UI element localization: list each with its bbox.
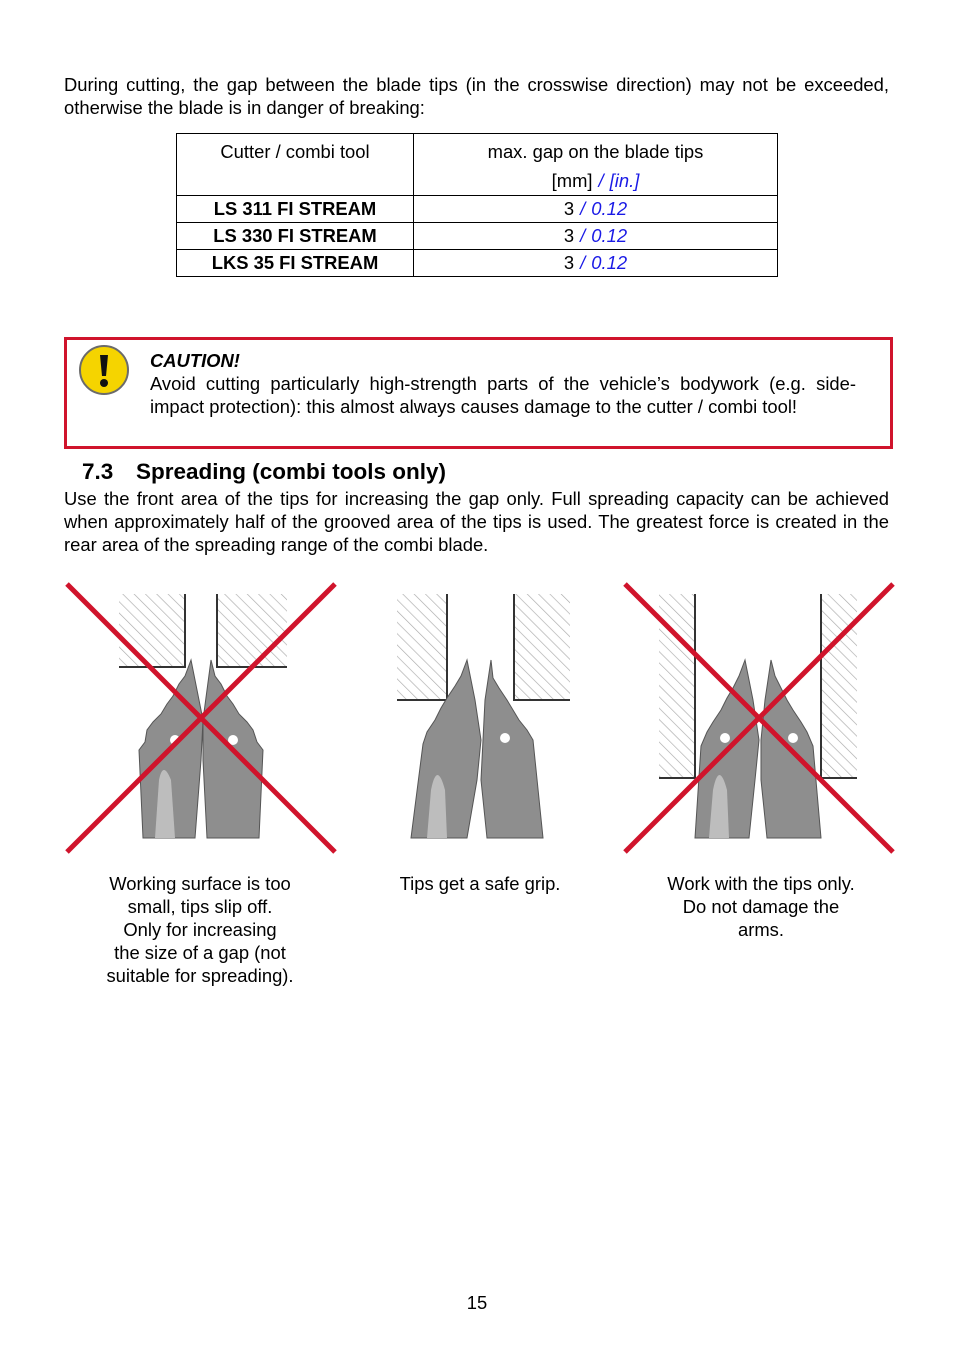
figure-tips-slip [63,580,339,856]
workpiece-left [397,594,447,700]
page-number: 15 [466,1292,488,1313]
table-row [177,250,778,277]
cross-mark [67,584,335,852]
gap-mm: 3 [563,252,575,273]
section-title: Spreading (combi tools only) [136,459,447,484]
gap-inch: 0.12 [591,225,628,246]
model-cell: LKS 35 FI STREAM [177,250,414,277]
gap-cell [414,250,778,277]
workpiece-right [821,594,857,778]
gap-cell [414,223,778,250]
section-heading [82,458,446,486]
gap-mm: 3 [563,225,575,246]
header-unit-mm: [mm] [551,170,593,191]
blade-gap-table [176,133,778,277]
gap-inch: 0.12 [591,252,628,273]
model-cell: LS 330 FI STREAM [177,223,414,250]
header-max-gap [414,134,778,196]
gap-cell [414,196,778,223]
workpiece-right [217,594,287,667]
caution-text [150,349,856,418]
figure-caption-safe-grip: Tips get a safe grip. [399,873,561,894]
caution-message: Avoid cutting particularly high-strength parts of the vehicle’s bodywork (e.g. side-impact protection): this almost always causes damage to the cutter / combi tool! [150,373,856,417]
spreader-tips-illustration [343,580,619,856]
gap-inch: 0.12 [591,198,628,219]
figure-caption-tips-slip: Working surface is too small, tips slip off. Only for increasing the size of a gap (not suitable for spreading). [106,873,294,986]
table-row [177,223,778,250]
workpiece-left [119,594,185,667]
workpiece-right [514,594,570,700]
header-cutter: Cutter / combi tool [177,134,414,196]
model-cell: LS 311 FI STREAM [177,196,414,223]
table-row [177,196,778,223]
section-body: Use the front area of the tips for increasing the gap only. Full spreading capacity can be achieved when approximately half of the grooved area of the tips is used. The greatest force is created in the rear area of the spreading range of the combi blade. [64,488,889,555]
gap-sep: / [580,252,586,273]
caution-title: CAUTION! [150,350,240,371]
gap-sep: / [580,198,586,219]
figure-caption-damage-arms: Work with the tips only. Do not damage the arms. [667,873,855,940]
gap-mm: 3 [563,198,575,219]
spreader-tips-illustration [621,580,897,856]
intro-paragraph: During cutting, the gap between the blade tips (in the crosswise direction) may not be exceeded, otherwise the blade is in danger of breaking: [64,74,889,118]
header-max-gap-label: max. gap on the blade tips [487,141,704,162]
section-number: 7.3 [82,459,114,484]
exclamation-warning-icon [78,344,130,396]
spreader-tips-illustration [63,580,339,856]
figure-damage-arms [621,580,897,856]
figure-safe-grip [343,580,619,856]
header-unit-sep: / [598,170,604,191]
caution-box [64,337,893,449]
header-unit-in: [in.] [609,170,640,191]
table-header-row [177,134,778,196]
gap-sep: / [580,225,586,246]
